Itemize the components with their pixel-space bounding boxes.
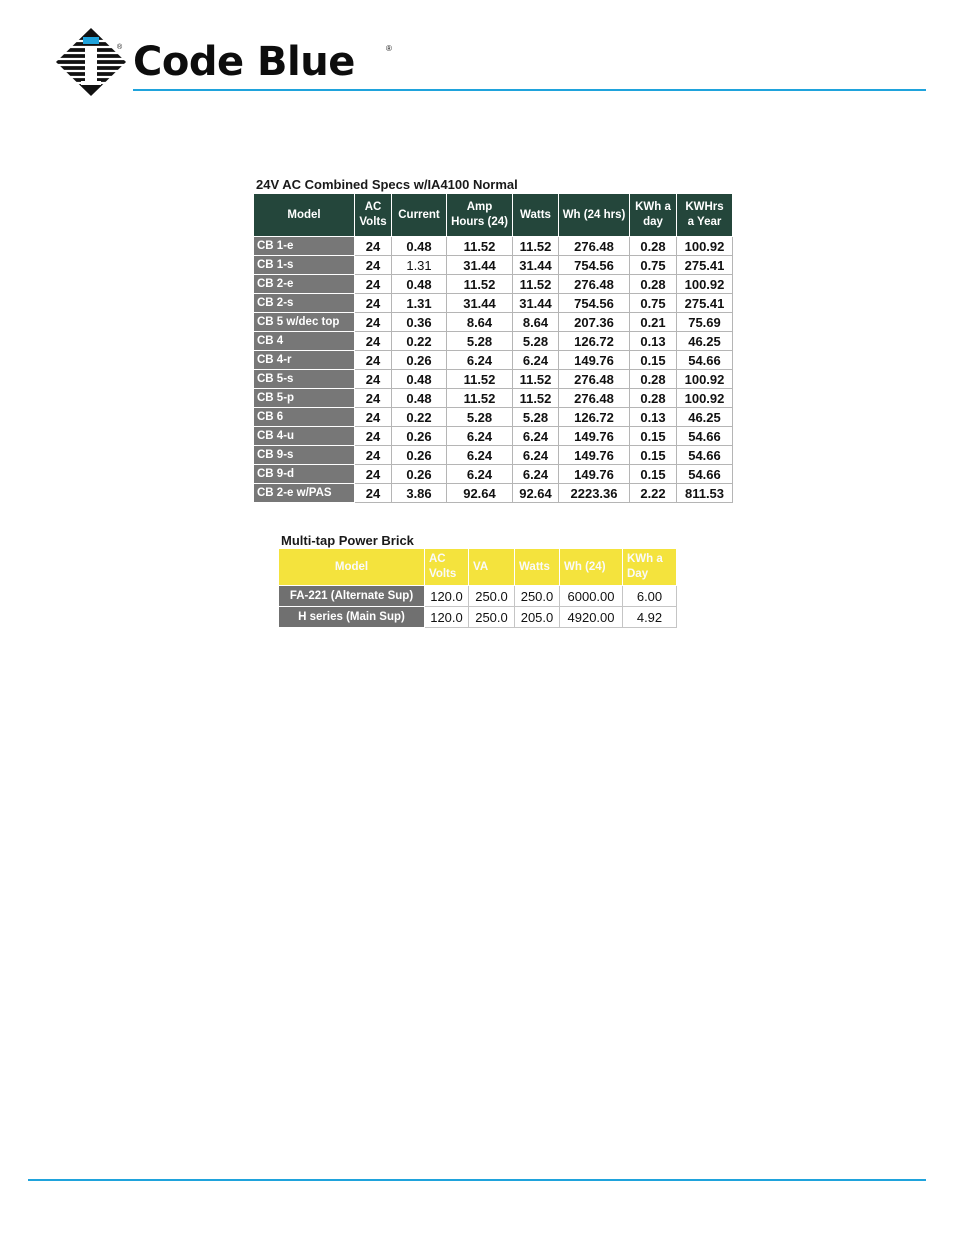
model-cell: CB 5-s — [254, 370, 355, 389]
table-cell: 5.28 — [513, 408, 559, 427]
table-cell: 6.24 — [513, 427, 559, 446]
table-cell: 24 — [355, 332, 392, 351]
table-row — [254, 484, 733, 503]
table-cell: 5.28 — [447, 332, 513, 351]
table-cell: 276.48 — [559, 237, 630, 256]
table2-header-cell: Wh (24) — [560, 549, 623, 586]
table-cell: 0.15 — [630, 351, 677, 370]
table-cell: 207.36 — [559, 313, 630, 332]
table-cell: 149.76 — [559, 465, 630, 484]
brand-registered-mark: ® — [386, 44, 392, 53]
table-cell: 24 — [355, 427, 392, 446]
table-cell: 24 — [355, 389, 392, 408]
table-cell: 92.64 — [513, 484, 559, 503]
table-cell: 0.75 — [630, 256, 677, 275]
table-cell: 46.25 — [677, 332, 733, 351]
table-cell: 275.41 — [677, 256, 733, 275]
table-cell: 11.52 — [513, 237, 559, 256]
table-cell: 0.15 — [630, 446, 677, 465]
model-cell: CB 9-d — [254, 465, 355, 484]
table-cell: 1.31 — [392, 294, 447, 313]
table-cell: 31.44 — [513, 294, 559, 313]
table1-body — [254, 237, 733, 503]
table-cell: 811.53 — [677, 484, 733, 503]
table-cell: 2223.36 — [559, 484, 630, 503]
table-cell: 1.31 — [392, 256, 447, 275]
table-cell: 0.28 — [630, 389, 677, 408]
table-cell: 120.0 — [425, 607, 469, 628]
header-rule — [133, 89, 926, 91]
logo-registered-mark: ® — [117, 44, 123, 51]
table-cell: 0.21 — [630, 313, 677, 332]
table2-header-cell: AC Volts — [425, 549, 469, 586]
table-cell: 5.28 — [513, 332, 559, 351]
table-cell: 4.92 — [623, 607, 677, 628]
table2-header-cell: Watts — [515, 549, 560, 586]
table-cell: 31.44 — [447, 256, 513, 275]
table-cell: 149.76 — [559, 427, 630, 446]
table-cell: 6.24 — [513, 351, 559, 370]
model-cell: CB 4-r — [254, 351, 355, 370]
table-row — [254, 370, 733, 389]
table-cell: 0.13 — [630, 332, 677, 351]
table-cell: 2.22 — [630, 484, 677, 503]
table2-title: Multi-tap Power Brick — [281, 533, 414, 548]
table-cell: 126.72 — [559, 408, 630, 427]
table1-title: 24V AC Combined Specs w/IA4100 Normal — [256, 177, 518, 192]
table2-body — [279, 586, 677, 628]
table-cell: 54.66 — [677, 465, 733, 484]
table-cell: 250.0 — [469, 586, 515, 607]
table-cell: 46.25 — [677, 408, 733, 427]
table-cell: 250.0 — [469, 607, 515, 628]
code-blue-logo-icon — [56, 28, 126, 96]
table-cell: 0.36 — [392, 313, 447, 332]
table-cell: 92.64 — [447, 484, 513, 503]
model-cell: CB 2-e w/PAS — [254, 484, 355, 503]
table1-header-cell: Current — [392, 194, 447, 237]
table2-header-cell: VA — [469, 549, 515, 586]
table-cell: 6.00 — [623, 586, 677, 607]
table-cell: 31.44 — [447, 294, 513, 313]
table-cell: 5.28 — [447, 408, 513, 427]
table-cell: 11.52 — [447, 370, 513, 389]
table-cell: 275.41 — [677, 294, 733, 313]
table-cell: 754.56 — [559, 294, 630, 313]
table-row — [254, 408, 733, 427]
table-cell: 24 — [355, 256, 392, 275]
table1-header-cell: Wh (24 hrs) — [559, 194, 630, 237]
table-cell: 54.66 — [677, 427, 733, 446]
table-row — [279, 607, 677, 628]
table-cell: 24 — [355, 237, 392, 256]
model-cell: CB 5 w/dec top — [254, 313, 355, 332]
table-row — [254, 332, 733, 351]
table-cell: 11.52 — [447, 237, 513, 256]
table-cell: 24 — [355, 351, 392, 370]
table-cell: 54.66 — [677, 351, 733, 370]
table-cell: 0.48 — [392, 389, 447, 408]
table-cell: 6000.00 — [560, 586, 623, 607]
table-cell: 11.52 — [513, 275, 559, 294]
table1-header-cell: KWHrs a Year — [677, 194, 733, 237]
table-cell: 250.0 — [515, 586, 560, 607]
model-cell: FA-221 (Alternate Sup) — [279, 586, 425, 607]
table-cell: 24 — [355, 313, 392, 332]
table-cell: 11.52 — [513, 370, 559, 389]
table-row — [254, 389, 733, 408]
table-cell: 0.26 — [392, 465, 447, 484]
table-cell: 0.13 — [630, 408, 677, 427]
table-cell: 6.24 — [447, 446, 513, 465]
table-cell: 0.48 — [392, 237, 447, 256]
table-cell: 276.48 — [559, 275, 630, 294]
table1-header-row — [254, 194, 733, 237]
table-cell: 0.28 — [630, 275, 677, 294]
table-cell: 24 — [355, 484, 392, 503]
table-cell: 0.75 — [630, 294, 677, 313]
table-cell: 24 — [355, 446, 392, 465]
table-cell: 6.24 — [447, 427, 513, 446]
table-row — [279, 586, 677, 607]
model-cell: H series (Main Sup) — [279, 607, 425, 628]
table-cell: 24 — [355, 465, 392, 484]
table-cell: 24 — [355, 275, 392, 294]
table1-header-cell: Amp Hours (24) — [447, 194, 513, 237]
table-cell: 0.28 — [630, 237, 677, 256]
brand-name: Code Blue — [133, 39, 355, 85]
table-cell: 276.48 — [559, 389, 630, 408]
footer-rule — [28, 1179, 926, 1181]
table-cell: 24 — [355, 370, 392, 389]
table-cell: 0.48 — [392, 275, 447, 294]
table-cell: 754.56 — [559, 256, 630, 275]
table-cell: 8.64 — [513, 313, 559, 332]
table-cell: 0.26 — [392, 446, 447, 465]
table-row — [254, 446, 733, 465]
model-cell: CB 6 — [254, 408, 355, 427]
table-cell: 276.48 — [559, 370, 630, 389]
table-row — [254, 294, 733, 313]
table-row — [254, 351, 733, 370]
table-row — [254, 313, 733, 332]
table-cell: 100.92 — [677, 389, 733, 408]
table-cell: 75.69 — [677, 313, 733, 332]
table1-header-cell: AC Volts — [355, 194, 392, 237]
table1-header-cell: Watts — [513, 194, 559, 237]
table-cell: 11.52 — [447, 275, 513, 294]
table-cell: 4920.00 — [560, 607, 623, 628]
table-cell: 0.15 — [630, 427, 677, 446]
table-cell: 126.72 — [559, 332, 630, 351]
table-row — [254, 465, 733, 484]
table-cell: 54.66 — [677, 446, 733, 465]
table-cell: 149.76 — [559, 446, 630, 465]
table-cell: 6.24 — [447, 351, 513, 370]
table-cell: 100.92 — [677, 275, 733, 294]
specs-table — [253, 193, 733, 503]
table2-header-cell: Model — [279, 549, 425, 586]
table-cell: 11.52 — [513, 389, 559, 408]
table1-header-cell: KWh a day — [630, 194, 677, 237]
table-cell: 0.48 — [392, 370, 447, 389]
table-cell: 11.52 — [447, 389, 513, 408]
table-cell: 100.92 — [677, 370, 733, 389]
table-cell: 120.0 — [425, 586, 469, 607]
table2-header-row — [279, 549, 677, 586]
table-cell: 3.86 — [392, 484, 447, 503]
table-row — [254, 275, 733, 294]
model-cell: CB 1-s — [254, 256, 355, 275]
table-cell: 6.24 — [447, 465, 513, 484]
table-row — [254, 427, 733, 446]
table-cell: 0.15 — [630, 465, 677, 484]
table-row — [254, 256, 733, 275]
model-cell: CB 1-e — [254, 237, 355, 256]
table-cell: 31.44 — [513, 256, 559, 275]
model-cell: CB 5-p — [254, 389, 355, 408]
table-cell: 24 — [355, 408, 392, 427]
table-cell: 100.92 — [677, 237, 733, 256]
table2-header-cell: KWh a Day — [623, 549, 677, 586]
table-cell: 8.64 — [447, 313, 513, 332]
table-cell: 149.76 — [559, 351, 630, 370]
table-cell: 6.24 — [513, 465, 559, 484]
table-cell: 0.26 — [392, 427, 447, 446]
table-row — [254, 237, 733, 256]
table-cell: 0.28 — [630, 370, 677, 389]
table-cell: 24 — [355, 294, 392, 313]
model-cell: CB 9-s — [254, 446, 355, 465]
model-cell: CB 2-s — [254, 294, 355, 313]
power-brick-table — [278, 548, 677, 628]
table-cell: 0.26 — [392, 351, 447, 370]
table1-header-cell: Model — [254, 194, 355, 237]
model-cell: CB 4-u — [254, 427, 355, 446]
table-cell: 0.22 — [392, 408, 447, 427]
model-cell: CB 4 — [254, 332, 355, 351]
table-cell: 205.0 — [515, 607, 560, 628]
table-cell: 0.22 — [392, 332, 447, 351]
model-cell: CB 2-e — [254, 275, 355, 294]
table-cell: 6.24 — [513, 446, 559, 465]
